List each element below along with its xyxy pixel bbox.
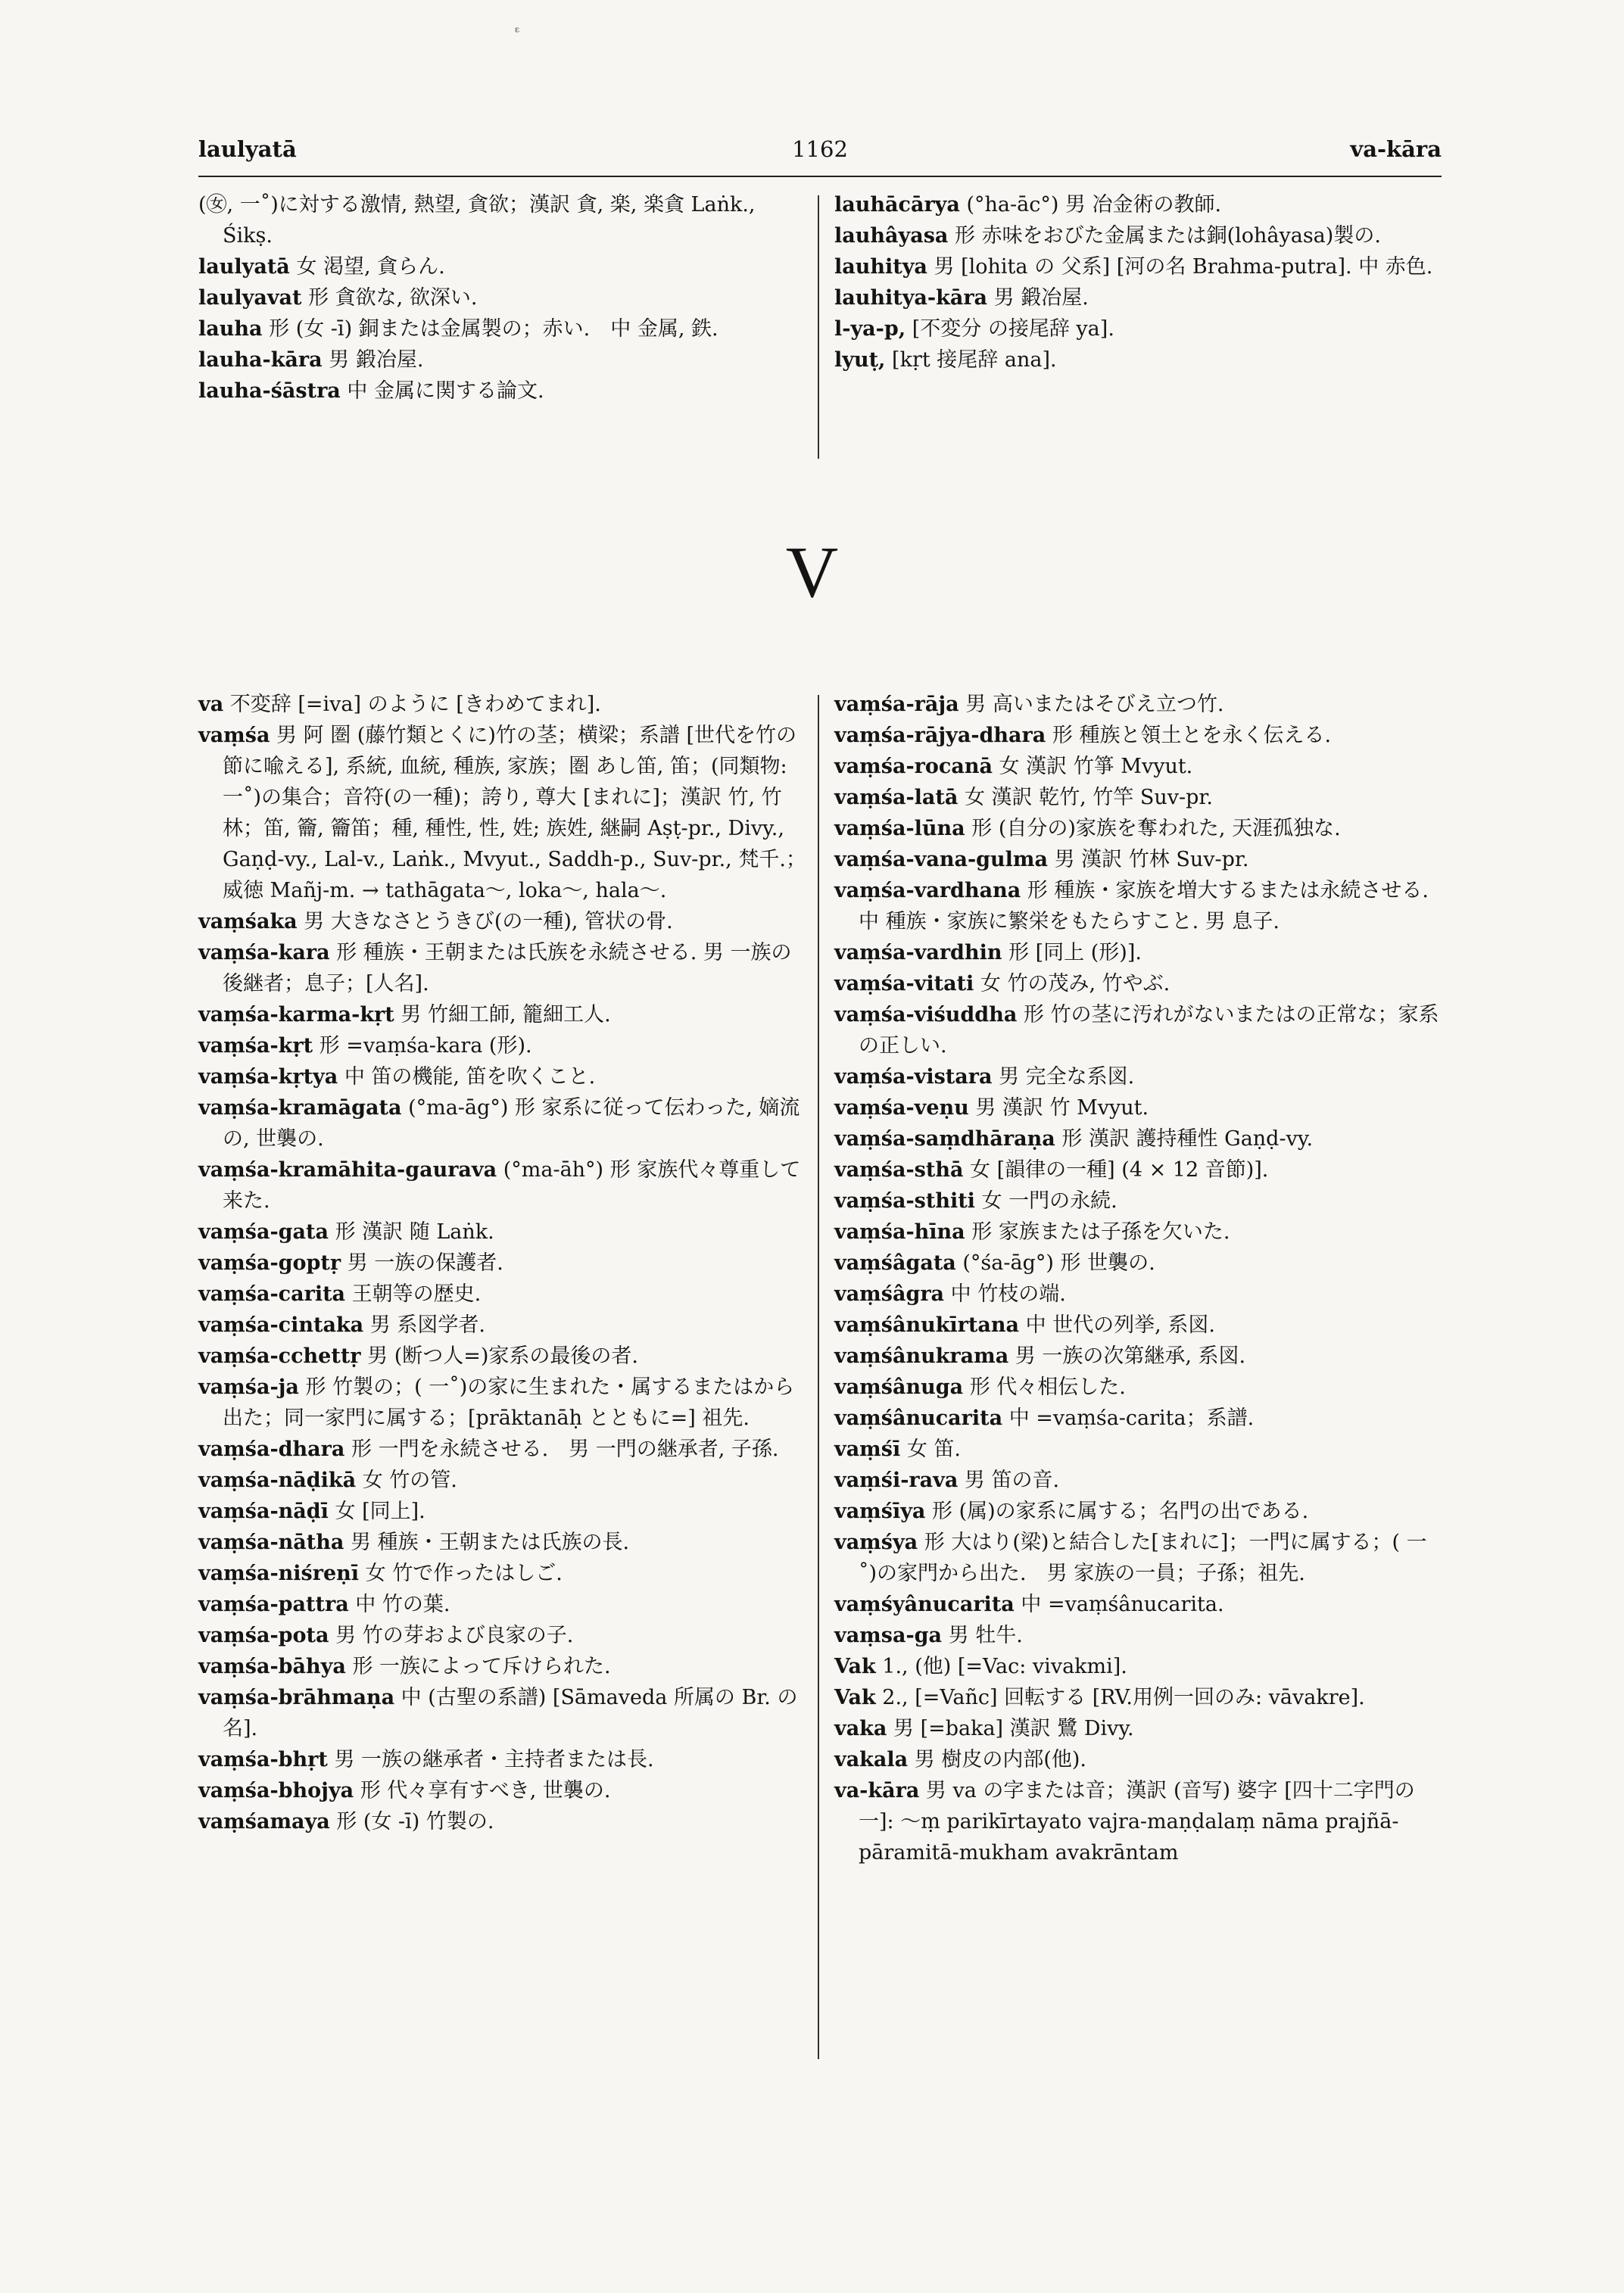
- entry-headword: vaṃśa-kramāgata: [198, 1096, 402, 1120]
- entry-headword: vaṃśa-brāhmaṇa: [198, 1686, 395, 1709]
- dictionary-entry: [834, 1744, 1440, 1775]
- entry-definition: 中 =vaṃśa-carita；系譜.: [1008, 1407, 1255, 1430]
- entry-headword: vaka: [834, 1717, 887, 1740]
- corner-mark: ᵋ: [515, 23, 520, 41]
- dictionary-entry: [834, 1775, 1440, 1868]
- entry-headword: vaṃśa-rājya-dhara: [834, 724, 1046, 747]
- entry-headword: vaṃśa-nātha: [198, 1531, 344, 1554]
- entry-headword: lyuṭ,: [834, 348, 886, 372]
- entry-definition: [不変分 の接尾辞 ya].: [912, 317, 1114, 341]
- section-letter: V: [785, 531, 839, 612]
- dictionary-entry: [834, 189, 1440, 220]
- entry-definition: 中 竹の葉.: [355, 1593, 450, 1616]
- entry-definition: 男 竹の芽および良家の子.: [335, 1624, 574, 1647]
- entry-headword: lauhitya: [834, 255, 927, 279]
- dictionary-entry: [834, 1589, 1440, 1620]
- entry-definition: 1., (他) [=Vac: vivakmi].: [882, 1655, 1127, 1678]
- dictionary-entry: [834, 1279, 1440, 1310]
- entry-definition: 男 阿 圏 (藤竹類とくに)竹の茎；横梁；系譜 [世代を竹の節に喩える], 系統, 血統, 種族, 家族；圏 あし笛, 笛；(同類物: 一˚)の集合；音符(の一種)；誇り, 尊大 [まれに]；漢訳 竹, 竹林；笛, 籥, 籥笛；種, 種性, 性, 姓; 族姓, 継嗣 Aṣṭ-pr., Divy., Gaṇḍ-vy., Lal-v., Laṅk., Mvyut., Saddh-p., Suv-pr., 梵千.；威徳 Mañj-m. → tathāgata～, loka～, hala～.: [223, 724, 806, 902]
- entry-definition: 男 樹皮の内部(他).: [914, 1748, 1086, 1771]
- entry-headword: vaṃsa-ga: [834, 1624, 943, 1647]
- entry-definition: 女 漢訳 竹箏 Mvyut.: [999, 755, 1193, 778]
- entry-definition: 形 (女 -ī) 銅または金属製の；赤い. 中 金属, 鉄.: [269, 317, 718, 341]
- entry-definition: 男 牡牛.: [948, 1624, 1023, 1647]
- entry-headword: vaṃśânukrama: [834, 1344, 1009, 1368]
- entry-headword: vaṃśa-karma-kṛt: [198, 1003, 394, 1027]
- dictionary-entry: [834, 968, 1440, 999]
- entry-headword: vaṃśa-pota: [198, 1624, 329, 1647]
- entry-headword: vaṃśa-nāḍikā: [198, 1469, 357, 1492]
- dictionary-entry: [198, 1651, 808, 1682]
- entry-headword: vaṃśa-pattra: [198, 1593, 349, 1616]
- dictionary-entry: [198, 689, 808, 720]
- entry-headword: vaṃśa-sthā: [834, 1158, 964, 1182]
- dictionary-entry: [198, 720, 808, 906]
- dictionary-entry: [198, 1092, 808, 1154]
- entry-headword: vaṃśa-kara: [198, 941, 330, 964]
- entry-headword: Vak: [834, 1655, 876, 1678]
- entry-definition: 形 種族・家族を増大するまたは永続させる. 中 種族・家族に繁栄をもたらすこと. 男 息子.: [859, 879, 1429, 933]
- page-number: 1162: [792, 136, 848, 162]
- entry-definition: 形 (女 -ī) 竹製の.: [336, 1810, 494, 1833]
- dictionary-entry: [834, 1092, 1440, 1123]
- dictionary-entry: [834, 220, 1440, 251]
- page-header: [198, 136, 1442, 167]
- entry-definition: 形 家族または子孫を欠いた.: [971, 1220, 1230, 1244]
- entry-definition: 中 金属に関する論文.: [347, 379, 544, 403]
- dictionary-entry: [834, 937, 1440, 968]
- entry-headword: vaṃśa-niśreṇī: [198, 1562, 360, 1585]
- main-left-column: [198, 689, 808, 1837]
- entry-definition: 不変辞 [=iva] のように [きわめてまれ].: [229, 693, 601, 716]
- entry-headword: vaṃśa-rāja: [834, 693, 959, 716]
- dictionary-entry: [834, 1217, 1440, 1248]
- dictionary-entry: [834, 1682, 1440, 1713]
- entry-definition: [kṛt 接尾辞 ana].: [892, 348, 1057, 372]
- entry-definition: 女 [同上].: [335, 1500, 425, 1523]
- main-right-column: [834, 689, 1440, 1868]
- dictionary-entry: [834, 751, 1440, 782]
- dictionary-entry: [198, 1248, 808, 1279]
- entry-headword: laulyavat: [198, 286, 302, 310]
- dictionary-entry: [834, 1620, 1440, 1651]
- dictionary-entry: [834, 1123, 1440, 1154]
- dictionary-entry: [834, 251, 1440, 282]
- dictionary-entry: [834, 1185, 1440, 1217]
- entry-definition: 形 (自分の)家族を奪われた, 天涯孤独な.: [971, 817, 1341, 840]
- entry-headword: lauhâyasa: [834, 224, 949, 248]
- entry-definition: 男 系図学者.: [369, 1313, 485, 1337]
- entry-definition: 中 笛の機能, 笛を吹くこと.: [344, 1065, 596, 1089]
- entry-headword: vaṃśa-sthiti: [834, 1189, 975, 1213]
- dictionary-entry: [198, 375, 796, 407]
- entry-definition: 男 鍛冶屋.: [329, 348, 424, 372]
- entry-definition: 男 一族の次第継承, 系図.: [1015, 1344, 1246, 1368]
- entry-definition: 形 貪欲な, 欲深い.: [308, 286, 478, 310]
- dictionary-entry: [198, 282, 796, 313]
- entry-headword: vaṃśya: [834, 1531, 918, 1554]
- entry-definition: 男 漢訳 竹 Mvyut.: [975, 1096, 1149, 1120]
- entry-headword: vaṃśa-goptṛ: [198, 1251, 341, 1275]
- entry-headword: vaṃśa-saṃdhāraṇa: [834, 1127, 1055, 1151]
- dictionary-entry: [834, 1713, 1440, 1744]
- entry-definition: (°śa-āg°) 形 世襲の.: [962, 1251, 1155, 1275]
- entry-definition: 形 (属)の家系に属する；名門の出である.: [932, 1500, 1309, 1523]
- entry-definition: 中 =vaṃśânucarita.: [1021, 1593, 1224, 1616]
- dictionary-entry: [834, 1154, 1440, 1185]
- entry-definition: 男 竹細工師, 籠細工人.: [401, 1003, 611, 1027]
- entry-headword: vaṃśyânucarita: [834, 1593, 1015, 1616]
- top-right-column: [834, 189, 1440, 375]
- entry-definition: 形 竹の茎に汚れがないまたはの正常な；家系の正しい.: [859, 1003, 1439, 1058]
- header-right-guide-word: va-kāra: [1350, 136, 1442, 162]
- dictionary-entry: [834, 720, 1440, 751]
- entry-definition: 男 高いまたはそびえ立つ竹.: [965, 693, 1224, 716]
- entry-definition: 女 笛.: [906, 1438, 961, 1461]
- dictionary-entry: [198, 189, 796, 251]
- entry-headword: vaṃśa-bāhya: [198, 1655, 346, 1678]
- entry-headword: vaṃśa-veṇu: [834, 1096, 969, 1120]
- dictionary-entry: [834, 1465, 1440, 1496]
- entry-definition: 男 (断つ人=)家系の最後の者.: [367, 1344, 638, 1368]
- entry-definition: 女 竹で作ったはしご.: [365, 1562, 563, 1585]
- entry-definition: 形 =vaṃśa-kara (形).: [319, 1034, 532, 1058]
- entry-definition: 形 漢訳 随 Laṅk.: [335, 1220, 494, 1244]
- dictionary-entry: [834, 1310, 1440, 1341]
- entry-headword: vaṃśī: [834, 1438, 901, 1461]
- header-rule: [198, 176, 1442, 177]
- entry-definition: 女 竹の管.: [362, 1469, 457, 1492]
- entry-headword: vaṃśamaya: [198, 1810, 330, 1833]
- entry-definition: 王朝等の歴史.: [351, 1282, 482, 1306]
- dictionary-entry: [834, 1651, 1440, 1682]
- dictionary-entry: [198, 1806, 808, 1837]
- entry-definition: 男 一族の継承者・主持者または長.: [334, 1748, 654, 1771]
- entry-headword: vaṃśâgra: [834, 1282, 945, 1306]
- entry-headword: vaṃśa-carita: [198, 1282, 346, 1306]
- entry-headword: laulyatā: [198, 255, 290, 279]
- entry-headword: vaṃśa-bhojya: [198, 1779, 354, 1802]
- dictionary-entry: [198, 1154, 808, 1217]
- dictionary-entry: [198, 1558, 808, 1589]
- entry-definition: 2., [=Vañc] 回転する [RV.用例一回のみ: vāvakre].: [882, 1686, 1365, 1709]
- entry-definition: (°ha-āc°) 男 冶金術の教師.: [966, 193, 1222, 217]
- entry-headword: lauha: [198, 317, 263, 341]
- entry-definition: 男 va の字または音；漢訳 (音写) 婆字 [四十二字門の一]: ～ṃ parikīrtayato vajra-maṇḍalaṃ nāma prajñā-pāramitā-mukham avakrāntam: [859, 1779, 1415, 1865]
- entry-definition: 形 代々享有すべき, 世襲の.: [360, 1779, 611, 1802]
- dictionary-entry: [198, 1620, 808, 1651]
- entry-headword: vaṃśa-dhara: [198, 1438, 345, 1461]
- dictionary-entry: [198, 1465, 808, 1496]
- entry-headword: vaṃśa-gata: [198, 1220, 329, 1244]
- entry-definition: 男 [=baka] 漢訳 鷺 Divy.: [893, 1717, 1134, 1740]
- entry-headword: vaṃśa-bhṛt: [198, 1748, 328, 1771]
- entry-headword: vaṃśa-kṛt: [198, 1034, 313, 1058]
- entry-headword: lauha-śāstra: [198, 379, 341, 403]
- entry-definition: 形 漢訳 護持種性 Gaṇḍ-vy.: [1061, 1127, 1314, 1151]
- entry-headword: vaṃśa-lūna: [834, 817, 965, 840]
- entry-headword: Vak: [834, 1686, 876, 1709]
- column-divider: [818, 695, 819, 2059]
- entry-definition: 形 赤味をおびた金属または銅(lohâyasa)製の.: [954, 224, 1381, 248]
- entry-headword: vakala: [834, 1748, 909, 1771]
- entry-headword: lauhācārya: [834, 193, 960, 217]
- entry-headword: vaṃśa-kṛtya: [198, 1065, 338, 1089]
- entry-definition: 形 一族によって斥けられた.: [352, 1655, 611, 1678]
- entry-headword: vaṃśa-vardhin: [834, 941, 1002, 964]
- dictionary-entry: [834, 1341, 1440, 1372]
- entry-definition: 中 (古聖の系譜) [Sāmaveda 所属の Br. の名].: [223, 1686, 798, 1740]
- entry-headword: vaṃśa-vistara: [834, 1065, 993, 1089]
- dictionary-entry: [834, 875, 1440, 937]
- dictionary-entry: [198, 1589, 808, 1620]
- dictionary-entry: [198, 251, 796, 282]
- entry-definition: 形 竹製の；( 一˚)の家に生まれた・属するまたはから出た；同一家門に属する；[prāktanāḥ とともに=] 祖先.: [223, 1375, 795, 1430]
- entry-definition: 形 一門を永続させる. 男 一門の継承者, 子孫.: [351, 1438, 779, 1461]
- dictionary-entry: [198, 1775, 808, 1806]
- entry-headword: vaṃśa-vana-gulma: [834, 848, 1048, 871]
- entry-definition: 男 完全な系図.: [999, 1065, 1135, 1089]
- entry-definition: 中 世代の列挙, 系図.: [1025, 1313, 1215, 1337]
- entry-definition: (°ma-āg°) 形 家系に従って伝わった, 嫡流の, 世襲の.: [223, 1096, 800, 1151]
- dictionary-entry: [198, 937, 808, 999]
- entry-headword: vaṃśi-rava: [834, 1469, 959, 1492]
- entry-definition: 男 漢訳 竹林 Suv-pr.: [1054, 848, 1249, 871]
- entry-definition: 女 漢訳 乾竹, 竹竿 Suv-pr.: [964, 786, 1213, 809]
- dictionary-entry: [198, 1279, 808, 1310]
- column-divider: [818, 195, 819, 459]
- dictionary-entry: [834, 1403, 1440, 1434]
- top-left-column: [198, 189, 796, 407]
- dictionary-entry: [198, 1434, 808, 1465]
- entry-definition: 女 渇望, 貪らん.: [296, 255, 445, 279]
- entry-definition: 男 一族の保護者.: [347, 1251, 503, 1275]
- entry-headword: vaṃśânucarita: [834, 1407, 1003, 1430]
- dictionary-entry: [198, 1744, 808, 1775]
- dictionary-entry: [198, 1496, 808, 1527]
- entry-definition: 形 種族・王朝または氏族を永続させる. 男 一族の後継者；息子；[人名].: [223, 941, 792, 995]
- entry-definition: 形 [同上 (形)].: [1008, 941, 1142, 964]
- entry-headword: vaṃśa-latā: [834, 786, 959, 809]
- dictionary-entry: [834, 1372, 1440, 1403]
- dictionary-entry: [198, 906, 808, 937]
- dictionary-entry: [198, 1217, 808, 1248]
- dictionary-entry: [198, 313, 796, 344]
- header-left-guide-word: laulyatā: [198, 136, 297, 162]
- entry-definition: 男 笛の音.: [964, 1469, 1060, 1492]
- entry-headword: vaṃśa-hīna: [834, 1220, 965, 1244]
- dictionary-entry: [198, 1061, 808, 1092]
- entry-headword: vaṃśa-vitati: [834, 972, 974, 995]
- entry-definition: 男 鍛冶屋.: [993, 286, 1089, 310]
- entry-headword: vaṃśa-cchettṛ: [198, 1344, 361, 1368]
- entry-headword: vaṃśânukīrtana: [834, 1313, 1019, 1337]
- dictionary-entry: [834, 1496, 1440, 1527]
- entry-definition: 女 一門の永続.: [981, 1189, 1117, 1213]
- dictionary-entry: [834, 782, 1440, 813]
- dictionary-entry: [834, 689, 1440, 720]
- entry-headword: vaṃśa-rocanā: [834, 755, 993, 778]
- entry-headword: lauha-kāra: [198, 348, 323, 372]
- dictionary-entry: [834, 813, 1440, 844]
- entry-definition: 形 代々相伝した.: [969, 1375, 1126, 1399]
- entry-definition: 形 種族と領土とを永く伝える.: [1052, 724, 1332, 747]
- entry-definition: 男 [lohita の 父系] [河の名 Brahma-putra]. 中 赤色.: [934, 255, 1433, 279]
- entry-headword: vaṃśa-ja: [198, 1375, 299, 1399]
- entry-headword: vaṃśa-cintaka: [198, 1313, 364, 1337]
- entry-headword: lauhitya-kāra: [834, 286, 988, 310]
- entry-definition: 女 竹の茂み, 竹やぶ.: [980, 972, 1170, 995]
- dictionary-entry: [834, 282, 1440, 313]
- entry-headword: vaṃśânuga: [834, 1375, 964, 1399]
- dictionary-entry: [198, 1310, 808, 1341]
- dictionary-entry: [834, 844, 1440, 875]
- entry-definition: (㊛, 一˚)に対する激情, 熱望, 貪欲；漢訳 貪, 楽, 楽貪 Laṅk., Śikṣ.: [198, 193, 756, 248]
- entry-headword: vaṃśa-kramāhita-gaurava: [198, 1158, 497, 1182]
- entry-definition: 中 竹枝の端.: [950, 1282, 1066, 1306]
- entry-headword: vaṃśâgata: [834, 1251, 956, 1275]
- entry-headword: vaṃśa-viśuddha: [834, 1003, 1018, 1027]
- dictionary-entry: [198, 1372, 808, 1434]
- entry-headword: va-kāra: [834, 1779, 920, 1802]
- entry-headword: l-ya-p,: [834, 317, 906, 341]
- dictionary-entry: [198, 1030, 808, 1061]
- dictionary-entry: [834, 1061, 1440, 1092]
- entry-headword: vaṃśa: [198, 724, 270, 747]
- entry-definition: 女 [韻律の一種] (4 × 12 音節)].: [970, 1158, 1269, 1182]
- entry-definition: 男 種族・王朝または氏族の長.: [350, 1531, 630, 1554]
- entry-definition: 男 大きなさとうきび(の一種), 管状の骨.: [304, 910, 673, 933]
- entry-headword: vaṃśīya: [834, 1500, 926, 1523]
- entry-definition: (°ma-āh°) 形 家族代々尊重して来た.: [223, 1158, 801, 1213]
- dictionary-entry: [834, 999, 1440, 1061]
- entry-headword: va: [198, 693, 224, 716]
- dictionary-entry: [834, 344, 1440, 375]
- dictionary-entry: [834, 1248, 1440, 1279]
- entry-headword: vaṃśaka: [198, 910, 298, 933]
- entry-headword: vaṃśa-nāḍī: [198, 1500, 329, 1523]
- dictionary-entry: [198, 1341, 808, 1372]
- dictionary-entry: [198, 344, 796, 375]
- dictionary-entry: [834, 313, 1440, 344]
- dictionary-entry: [834, 1527, 1440, 1589]
- entry-headword: vaṃśa-vardhana: [834, 879, 1021, 902]
- dictionary-entry: [198, 1527, 808, 1558]
- entry-definition: 形 大はり(梁)と結合した[まれに]；一門に属する；( 一˚)の家門から出た. 男 家族の一員；子孫；祖先.: [859, 1531, 1427, 1585]
- dictionary-entry: [834, 1434, 1440, 1465]
- dictionary-entry: [198, 1682, 808, 1744]
- dictionary-entry: [198, 999, 808, 1030]
